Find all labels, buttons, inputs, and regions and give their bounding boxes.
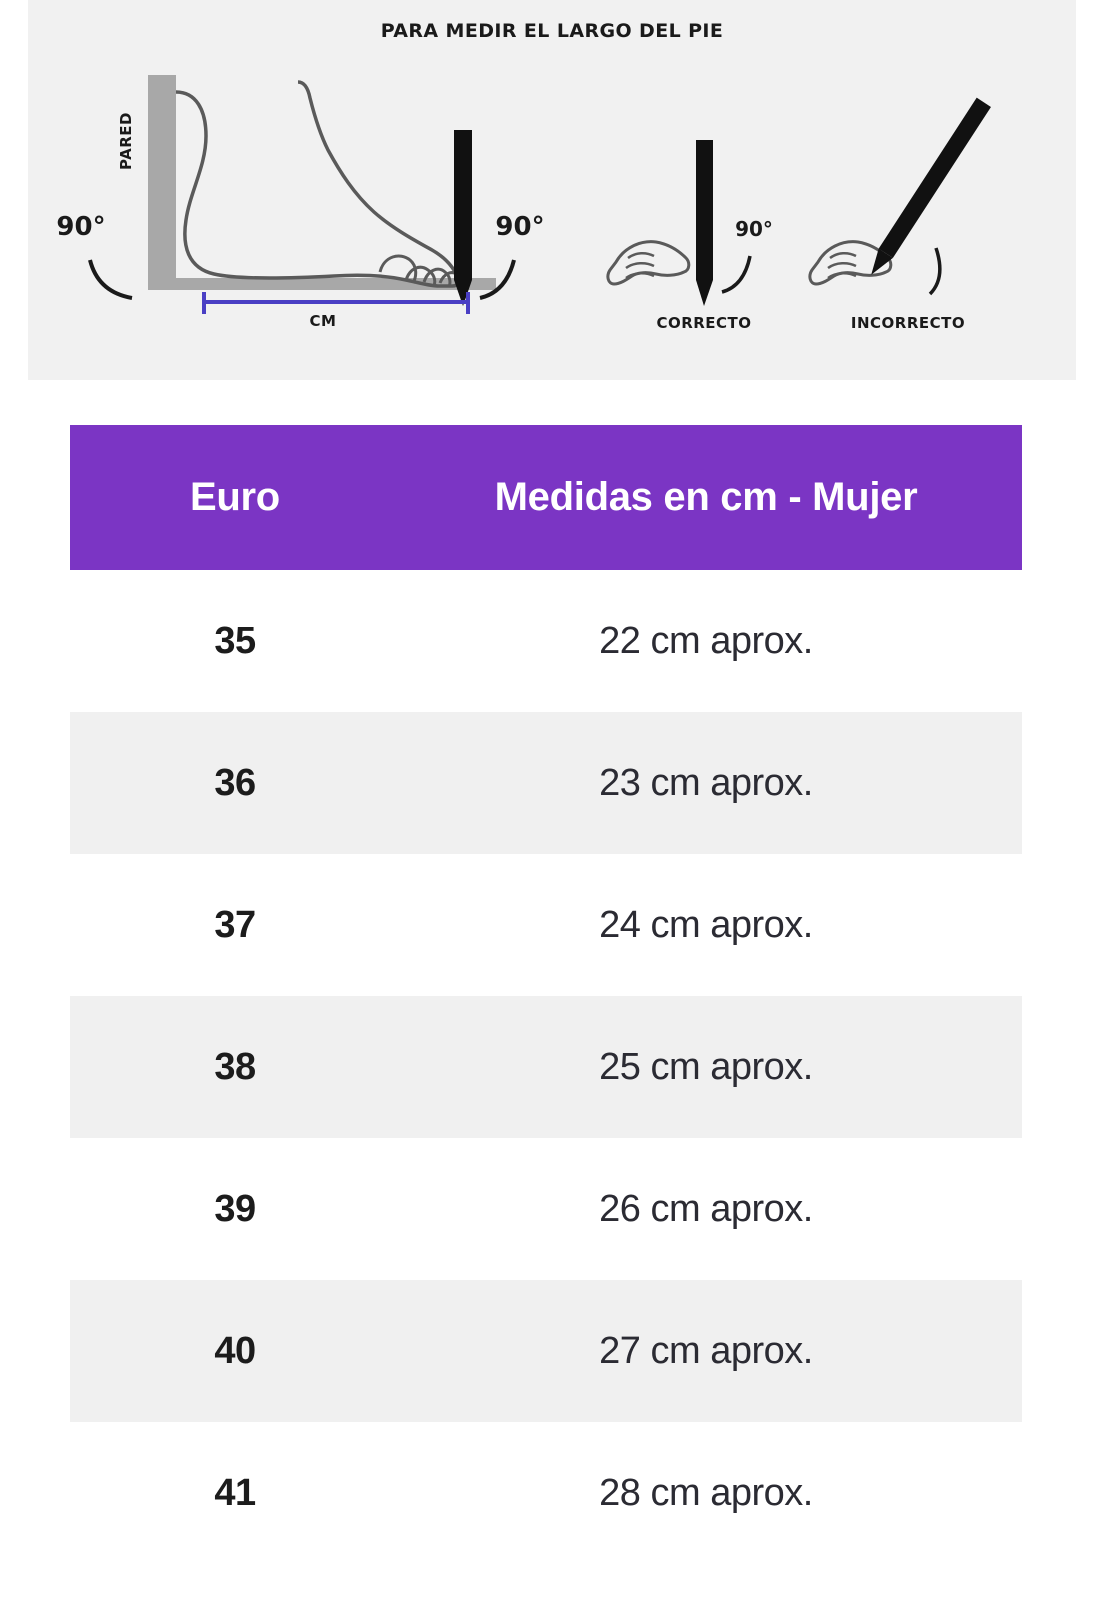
floor-shape	[148, 278, 496, 290]
cell-euro: 40	[214, 1329, 256, 1372]
table-row	[70, 996, 1022, 1138]
column-header-euro: Euro	[190, 475, 280, 519]
cell-euro: 35	[214, 619, 256, 662]
table-row	[70, 1280, 1022, 1422]
angle-left-arc	[90, 260, 132, 298]
table-header-row	[70, 425, 1022, 570]
pencil-body-2	[696, 140, 713, 280]
cell-euro: 37	[214, 903, 256, 946]
angle-mid-label: 90°	[735, 217, 773, 241]
foot-outline	[176, 82, 459, 286]
cell-medida: 22 cm aprox.	[599, 619, 813, 662]
cell-medida: 27 cm aprox.	[599, 1329, 813, 1372]
angle-right-label: 90°	[495, 212, 545, 242]
correcto-label: CORRECTO	[656, 314, 752, 332]
cm-label: CM	[309, 312, 337, 330]
column-header-medidas: Medidas en cm - Mujer	[494, 475, 918, 519]
incorrecto-label: INCORRECTO	[850, 314, 966, 332]
table-row	[70, 854, 1022, 996]
cell-euro: 39	[214, 1187, 256, 1230]
pencil-tip-2	[696, 280, 713, 306]
pencil-body-1	[454, 130, 472, 280]
wall-label: PARED	[117, 112, 135, 170]
cell-medida: 26 cm aprox.	[599, 1187, 813, 1230]
cell-medida: 24 cm aprox.	[599, 903, 813, 946]
cell-euro: 38	[214, 1045, 256, 1088]
size-table	[70, 425, 1022, 1564]
diagram-illustration	[28, 40, 1076, 360]
foot-measure-diagram	[28, 0, 1076, 380]
table-row	[70, 1138, 1022, 1280]
cell-euro: 41	[214, 1471, 256, 1514]
cell-medida: 28 cm aprox.	[599, 1471, 813, 1514]
table-row	[70, 1422, 1022, 1564]
table-row	[70, 712, 1022, 854]
table-row	[70, 570, 1022, 712]
correcto-illustration	[608, 140, 773, 332]
cell-medida: 23 cm aprox.	[599, 761, 813, 804]
angle-left-label: 90°	[56, 212, 106, 242]
incorrecto-illustration	[810, 98, 991, 332]
diagram-title: PARA MEDIR EL LARGO DEL PIE	[380, 20, 724, 42]
cell-euro: 36	[214, 761, 256, 804]
cell-medida: 25 cm aprox.	[599, 1045, 813, 1088]
pencil-body-3	[879, 98, 991, 258]
wall-shape	[148, 75, 176, 290]
